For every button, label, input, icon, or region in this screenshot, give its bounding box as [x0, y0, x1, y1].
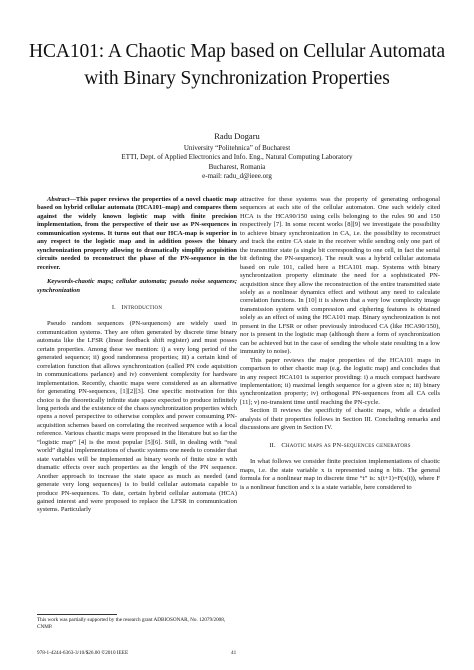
- author-block: [60, 132, 414, 181]
- author-email: e-mail: radu_d@ieee.org: [202, 171, 272, 180]
- footnote-divider: [37, 614, 117, 615]
- copyright-line: 978-1-4244-6363-3/10/$26.00 ©2010 IEEE: [37, 650, 129, 656]
- abstract-text: —This paper reviews the properties of a novel chaotic map based on hybrid cellular automata (HCA101–map) and compares them against the widely known logistic map with finite precision implementation, from the perspective of their use as PN-sequences in communication systems. It turns out that our HCA-map is superior in any respect to the logistic map and in addition posses the binary synchronization property allowing to dramatically simplify acquisition circuits needed to reconstruct the phase of the PN-sequence in the receiver.: [37, 196, 237, 271]
- page-number: 41: [231, 650, 237, 656]
- right-column: [240, 196, 440, 492]
- footnote: This work was partially supported by the research grant ADBIOSONAR, No. 12079/2008, CNMP.: [37, 617, 226, 630]
- affiliation-university: University “Politehnica” of Bucharest: [183, 144, 291, 153]
- section-1-title: Introduction: [121, 303, 163, 311]
- abstract-label: Abstract: [47, 196, 70, 203]
- keywords-text: Keywords-chaotic maps; cellular automata; pseudo noise sequences; synchronization: [37, 278, 237, 294]
- section-2-title: Chaotic maps as PN-sequences generators: [281, 441, 411, 449]
- intro-paragraph: Pseudo random sequences (PN-sequences) are widely used in communication systems. They are often generated by discrete time binary automata like the LFSR (linear feedback shift register) and must posses certain properties. Among these we mention: i) a very long period of the generated sequence; ii) good randomness properties; iii) a certain kind of correlation function that allows synchronization (called PN code aquisition in communications parlance) and iv) convenient complexity for hardware implementation. Recently, chaotic maps were considered as an alternative for generating PN-sequences, [1][2][3]. One specific motivation for this choice is the theoretically infinite state space expected to produce infinitely long periods and the existence of the chaos synchronization properties which opens a novel perspective to otherwise complex and power consuming PN-acquisition schemes based on correlating the received sequence with a local reference. Various chaotic maps were proposed in the literature but so far the “logistic map” [4] is the most popular [5][6]. Still, in dealing with “real world” digital implementations of chaotic systems one needs to consider that state variables will be implemented as binary words of finite size n with dramatic effects over such properties as the length of the PN sequence. Another approach to increase the state space as much as needed (and generate very long sequences) is to build cellular automata capable to produce PN-sequences. To date, certain hybrid cellular automata (HCA) gained interest and were proposed to replace the LFSR in communication systems. Particularly: [37, 320, 238, 514]
- left-column: [37, 196, 237, 515]
- affiliation-department: ETTI, Dept. of Applied Electronics and Info. Eng., Natural Computing Laboratory: [121, 153, 353, 162]
- title-line-2: with Binary Synchronization Properties: [84, 68, 390, 89]
- section-2-heading: [240, 442, 440, 450]
- title-line-1: HCA101: A Chaotic Map based on Cellular Automata: [28, 41, 446, 62]
- keywords: [37, 278, 237, 295]
- affiliation-city: Bucharest, Romania: [208, 162, 266, 171]
- section-1-numeral: I.: [111, 303, 117, 311]
- abstract: [37, 196, 237, 272]
- right-paragraph-4: In what follows we consider finite precision implementations of chaotic maps, i.e. the state variable x is represented using n bits. The general formula for a nonlinear map in discrete time “t” is: x(t+1)=F(x(t)), where F is a nonlinear function and x is a state variable, here considered to: [240, 458, 440, 491]
- author-name: Radu Dogaru: [214, 131, 260, 141]
- section-2-numeral: II.: [269, 441, 276, 449]
- paper-title: [20, 38, 454, 92]
- right-paragraph-2: This paper reviews the major properties of the HCA101 maps in comparison to other chaotic map (e.g. the logistic map) and concludes that in any respect HCA101 is superior providing: i) a much compact hardware implementation; ii) maximal length sequence for a given size n; iii) binary synchronization property; iv) orthogonal PN-sequences from all CA cells [11]; v) no-transient time until reaching the PN-cycle.: [240, 356, 440, 406]
- right-paragraph-3: Section II reviews the specificity of chaotic maps, while a detailed analysis of their properties follows in Section III. Concluding remarks and discussions are given in Section IV.: [240, 407, 440, 432]
- right-paragraph-1: attractive for these systems was the property of generating orthogonal sequences at each site of the cellular automaton. One such widely cited HCA is the HCA90/150 using cells belonging to the rules 90 and 150 respectively [7]. In some recent works [8][9] we investigate the possibility to achieve binary synchronization in CA, i.e. the possibility to reconstruct and track the entire CA state in the receiver while sending only one part of the transmitter state (a single bit corresponding to one cell, in fact the serial bit defining the PN-sequence). The result was a hybrid cellular automata based on rule 101, called here a HCA101 map. Systems with binary synchronization property eliminate the need for a sophisticated PN-acquisition since they allow the reconstruction of the entire transmitted state solely as a nonlinear dynamics effect and without any need to calculate correlation functions. In [10] it is shown that a very low complexity image transmission system with compression and ciphering features is obtained solely as an effect of using the HCA101 map. Binary synchronization is not present in the LFSR or other previously introduced CA (like HCA90/150), nor is present in the logistic map (although there a form of synchronization can be achieved but in the case of sending the whole state resulting in a low immunity to noise).: [240, 196, 440, 356]
- section-1-heading: [37, 304, 237, 312]
